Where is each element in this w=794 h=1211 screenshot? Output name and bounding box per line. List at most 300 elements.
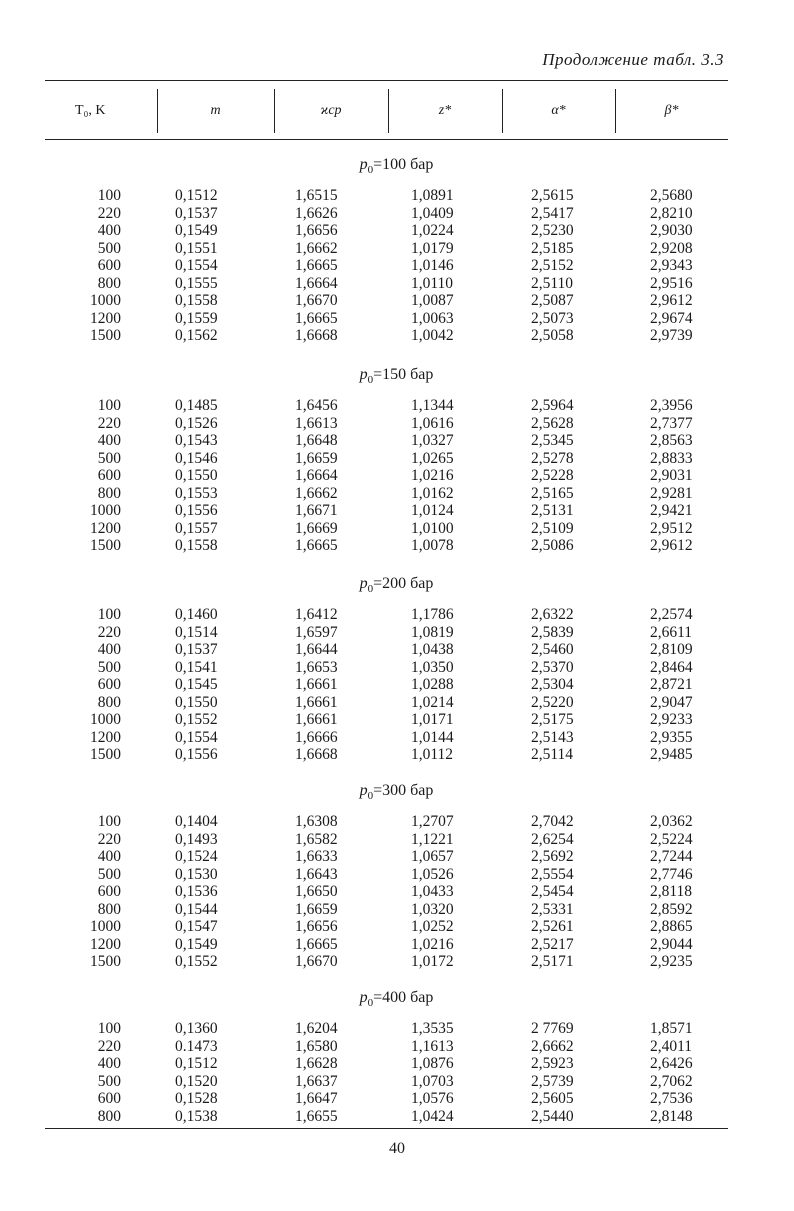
- table-cell: 2,5086: [531, 537, 574, 554]
- table-cell: 800: [97, 274, 121, 292]
- table-cell: 1,0171: [411, 711, 454, 728]
- table-cell: 1,0424: [411, 1107, 454, 1125]
- table-cell: 1,6637: [295, 1072, 338, 1090]
- table-cell: 1,0657: [411, 848, 454, 865]
- table-cell: 0,1544: [175, 900, 218, 918]
- section-rows: [45, 397, 728, 555]
- table-cell: 2,9355: [650, 728, 693, 746]
- table-cell: 2,5114: [531, 746, 574, 763]
- table-cell: 2,5058: [531, 327, 574, 344]
- table-cell: 0,1536: [175, 883, 218, 900]
- table-cell: 1,0320: [411, 900, 454, 918]
- table-row: [45, 848, 728, 866]
- table-row: [45, 450, 728, 468]
- table-row: [45, 883, 728, 901]
- table-cell: 0,1552: [175, 711, 218, 728]
- table-cell: 2,5131: [531, 502, 574, 519]
- table-cell: 1,6644: [295, 641, 338, 658]
- table-cell: 0,1493: [175, 830, 218, 848]
- section-rows: [45, 813, 728, 971]
- table-row: [45, 694, 728, 712]
- table-cell: 2,7536: [650, 1090, 693, 1107]
- table-cell: 400: [97, 222, 121, 239]
- table-cell: 2,2574: [650, 606, 693, 623]
- table-row: [45, 953, 728, 971]
- table-cell: 0,1550: [175, 693, 218, 711]
- table-cell: 1200: [90, 519, 121, 537]
- table-cell: 1,6661: [295, 711, 338, 728]
- table-cell: 1,6582: [295, 830, 338, 848]
- table-cell: 2,6662: [531, 1037, 574, 1055]
- table-cell: 0,1541: [175, 658, 218, 676]
- table-cell: 1,6661: [295, 676, 338, 693]
- table-cell: 220: [97, 204, 121, 222]
- table-cell: 0,1537: [175, 204, 218, 222]
- table-cell: 0,1549: [175, 935, 218, 953]
- table-cell: 0,1360: [175, 1020, 218, 1037]
- table-cell: 2,5087: [531, 292, 574, 309]
- table-cell: 0,1530: [175, 865, 218, 883]
- section-title-value: =200 бар: [373, 575, 434, 592]
- section-title-value: =400 бар: [373, 989, 434, 1006]
- table-cell: 0,1512: [175, 1055, 218, 1072]
- table-row: [45, 901, 728, 919]
- table-cell: 500: [97, 865, 121, 883]
- table-cell: 2,5261: [531, 918, 574, 935]
- table-cell: 400: [97, 432, 121, 449]
- table-cell: 1,0162: [411, 484, 454, 502]
- table-cell: 1,0214: [411, 693, 454, 711]
- table-cell: 1,6662: [295, 239, 338, 257]
- table-cell: 2,5605: [531, 1090, 574, 1107]
- table-cell: 2,8833: [650, 449, 693, 467]
- table-cell: 2,5554: [531, 865, 574, 883]
- table-cell: 1,3535: [411, 1020, 454, 1037]
- table-cell: 500: [97, 1072, 121, 1090]
- section-title-subscript: 0: [367, 583, 374, 596]
- table-cell: 2,9044: [650, 935, 693, 953]
- table-cell: 800: [97, 1107, 121, 1125]
- table-cell: 0,1528: [175, 1090, 218, 1107]
- table-cell: 2,5739: [531, 1072, 574, 1090]
- table-cell: 1,0224: [411, 222, 454, 239]
- table-cell: 2,9612: [650, 537, 693, 554]
- table-cell: 2,8563: [650, 432, 693, 449]
- table-cell: 0,1545: [175, 676, 218, 693]
- section-title-subscript: 0: [367, 374, 374, 387]
- table-cell: 1,6662: [295, 484, 338, 502]
- table-cell: 2,8592: [650, 900, 693, 918]
- table-cell: 2,7244: [650, 848, 693, 865]
- table-cell: 2,5171: [531, 953, 574, 970]
- table-cell: 1,0409: [411, 204, 454, 222]
- header-z: z*: [438, 103, 452, 118]
- table-cell: 1,0087: [411, 292, 454, 309]
- table-cell: 2,6611: [650, 623, 693, 641]
- table-cell: 1,6656: [295, 222, 338, 239]
- table-cell: 1,6597: [295, 623, 338, 641]
- table-row: [45, 746, 728, 764]
- table-cell: 2,6254: [531, 830, 574, 848]
- table-cell: 2,5175: [531, 711, 574, 728]
- table-cell: 1,0172: [411, 953, 454, 970]
- table-cell: 1,6666: [295, 728, 338, 746]
- table-cell: 1,0819: [411, 623, 454, 641]
- table-cell: 1,0146: [411, 257, 454, 274]
- table-cell: 0,1556: [175, 746, 218, 763]
- table-cell: 2,9343: [650, 257, 693, 274]
- table-cell: 2,5370: [531, 658, 574, 676]
- table-cell: 2,5345: [531, 432, 574, 449]
- table-cell: 2,9235: [650, 953, 693, 970]
- table-cell: 0,1520: [175, 1072, 218, 1090]
- section-rows: [45, 606, 728, 764]
- table-cell: 2,5278: [531, 449, 574, 467]
- table-cell: 2,5217: [531, 935, 574, 953]
- table-cell: 1,6665: [295, 309, 338, 327]
- section-title: [45, 150, 728, 180]
- table-cell: 2,6322: [531, 606, 574, 623]
- table-cell: 600: [97, 257, 121, 274]
- table-cell: 2,9047: [650, 693, 693, 711]
- table-cell: 400: [97, 1055, 121, 1072]
- section-title-variable: p: [359, 366, 368, 383]
- table-row: [45, 729, 728, 747]
- bottom-rule: [45, 1128, 728, 1129]
- table-row: [45, 537, 728, 555]
- table-cell: 2,5073: [531, 309, 574, 327]
- table-cell: 1,0110: [411, 274, 454, 292]
- table-cell: 1500: [90, 327, 121, 344]
- table-cell: 2,9612: [650, 292, 693, 309]
- table-cell: 0,1554: [175, 728, 218, 746]
- table-cell: 2,5628: [531, 414, 574, 432]
- table-cell: 1,0144: [411, 728, 454, 746]
- table-cell: 1,1786: [411, 606, 454, 623]
- header-alpha: α*: [551, 103, 566, 118]
- table-cell: 0,1553: [175, 484, 218, 502]
- table-cell: 600: [97, 1090, 121, 1107]
- table-row: [45, 415, 728, 433]
- table-cell: 1,6669: [295, 519, 338, 537]
- table-cell: 2,5615: [531, 187, 574, 204]
- table-cell: 1,6656: [295, 918, 338, 935]
- table-cell: 2,9031: [650, 467, 693, 484]
- table-cell: 0,1557: [175, 519, 218, 537]
- table-cell: 1,0438: [411, 641, 454, 658]
- table-row: [45, 520, 728, 538]
- table-cell: 1,0526: [411, 865, 454, 883]
- table-row: [45, 327, 728, 345]
- table-row: [45, 866, 728, 884]
- table-cell: 1,6613: [295, 414, 338, 432]
- table-cell: 600: [97, 676, 121, 693]
- table-cell: 1,8571: [650, 1020, 693, 1037]
- table-cell: 2,5417: [531, 204, 574, 222]
- table-cell: 0,1546: [175, 449, 218, 467]
- table-cell: 1,6628: [295, 1055, 338, 1072]
- table-cell: 1,6580: [295, 1037, 338, 1055]
- table-cell: 1,0265: [411, 449, 454, 467]
- table-cell: 100: [97, 397, 121, 414]
- table-cell: 2,5692: [531, 848, 574, 865]
- table-cell: 1,6659: [295, 449, 338, 467]
- table-cell: 2,5454: [531, 883, 574, 900]
- table-cell: 1,6671: [295, 502, 338, 519]
- section-title-value: =150 бар: [373, 366, 434, 383]
- table-row: [45, 502, 728, 520]
- table-cell: 1,6412: [295, 606, 338, 623]
- table-row: [45, 1038, 728, 1056]
- table-cell: 400: [97, 641, 121, 658]
- table-cell: 2,8118: [650, 883, 693, 900]
- table-row: [45, 222, 728, 240]
- table-cell: 1,6650: [295, 883, 338, 900]
- table-cell: 2,8464: [650, 658, 693, 676]
- table-cell: 2,8109: [650, 641, 693, 658]
- table-cell: 2,5304: [531, 676, 574, 693]
- table-cell: 1,6643: [295, 865, 338, 883]
- table-cell: 2,7062: [650, 1072, 693, 1090]
- table-row: [45, 432, 728, 450]
- section-rows: [45, 187, 728, 345]
- table-cell: 2,4011: [650, 1037, 693, 1055]
- table-row: [45, 467, 728, 485]
- table-cell: 2,5964: [531, 397, 574, 414]
- section-title-variable: p: [359, 575, 368, 592]
- table-cell: 100: [97, 813, 121, 830]
- table-cell: 2,5143: [531, 728, 574, 746]
- table-cell: 800: [97, 484, 121, 502]
- table-cell: 2,9674: [650, 309, 693, 327]
- table-cell: 2,5224: [650, 830, 693, 848]
- table-cell: 2,9233: [650, 711, 693, 728]
- table-cell: 2,5220: [531, 693, 574, 711]
- table-cell: 1,0112: [411, 746, 454, 763]
- table-cell: 1,6670: [295, 953, 338, 970]
- table-cell: 2,5185: [531, 239, 574, 257]
- table-cell: 1,6664: [295, 274, 338, 292]
- table-cell: 500: [97, 449, 121, 467]
- table-row: [45, 676, 728, 694]
- table-cell: 1,6308: [295, 813, 338, 830]
- table-cell: 2,7042: [531, 813, 574, 830]
- table-row: [45, 813, 728, 831]
- table-cell: 2,3956: [650, 397, 693, 414]
- table-section: [45, 983, 728, 1125]
- table-cell: 1,0042: [411, 327, 454, 344]
- table-cell: 220: [97, 830, 121, 848]
- table-cell: 1,0616: [411, 414, 454, 432]
- table-cell: 1,6661: [295, 693, 338, 711]
- table-cell: 1,6665: [295, 257, 338, 274]
- table-cell: 1500: [90, 746, 121, 763]
- table-cell: 0,1562: [175, 327, 218, 344]
- table-cell: 2,6426: [650, 1055, 693, 1072]
- table-cell: 1200: [90, 309, 121, 327]
- table-cell: 2,8865: [650, 918, 693, 935]
- table-cell: 2,5923: [531, 1055, 574, 1072]
- table-row: [45, 1090, 728, 1108]
- header-bottom-rule: [45, 139, 728, 140]
- table-cell: 0,1549: [175, 222, 218, 239]
- table-cell: 2,9512: [650, 519, 693, 537]
- table-cell: 0,1550: [175, 467, 218, 484]
- table-cell: 500: [97, 658, 121, 676]
- table-row: [45, 1108, 728, 1126]
- table-cell: 0,1537: [175, 641, 218, 658]
- table-row: [45, 624, 728, 642]
- table-cell: 0,1558: [175, 292, 218, 309]
- table-cell: 1,0703: [411, 1072, 454, 1090]
- table-cell: 2,5839: [531, 623, 574, 641]
- table-row: [45, 1055, 728, 1073]
- table-row: [45, 641, 728, 659]
- section-title-value: =300 бар: [373, 782, 434, 799]
- table-continuation-caption: Продолжение табл. 3.3: [542, 50, 724, 69]
- table-cell: 0,1460: [175, 606, 218, 623]
- table-cell: 1000: [90, 292, 121, 309]
- table-row: [45, 240, 728, 258]
- table-cell: 100: [97, 1020, 121, 1037]
- table-cell: 600: [97, 467, 121, 484]
- table-cell: 1,0576: [411, 1090, 454, 1107]
- table-cell: 2,9485: [650, 746, 693, 763]
- table-cell: 1,6668: [295, 327, 338, 344]
- table-cell: 1,6204: [295, 1020, 338, 1037]
- table-row: [45, 205, 728, 223]
- table-cell: 220: [97, 1037, 121, 1055]
- table-cell: 2,7377: [650, 414, 693, 432]
- table-row: [45, 310, 728, 328]
- table-cell: 1,0124: [411, 502, 454, 519]
- table-cell: 1,6659: [295, 900, 338, 918]
- table-row: [45, 659, 728, 677]
- section-title-subscript: 0: [367, 997, 374, 1010]
- table-cell: 1,0216: [411, 935, 454, 953]
- table-cell: 1,6653: [295, 658, 338, 676]
- table-cell: 1,6633: [295, 848, 338, 865]
- table-cell: 0,1547: [175, 918, 218, 935]
- header-kappa: ϰср: [320, 103, 342, 118]
- table-cell: 1,6647: [295, 1090, 338, 1107]
- table-cell: 2,8148: [650, 1107, 693, 1125]
- section-title: [45, 569, 728, 599]
- table-cell: 1,0433: [411, 883, 454, 900]
- table-cell: 2,0362: [650, 813, 693, 830]
- table-cell: 1,0252: [411, 918, 454, 935]
- table-row: [45, 918, 728, 936]
- table-cell: 600: [97, 883, 121, 900]
- table-cell: 0,1526: [175, 414, 218, 432]
- table-row: [45, 397, 728, 415]
- table-section: [45, 776, 728, 971]
- table-row: [45, 257, 728, 275]
- table-cell: 0,1543: [175, 432, 218, 449]
- table-cell: 1,6664: [295, 467, 338, 484]
- table-cell: 1,0063: [411, 309, 454, 327]
- table-section: [45, 150, 728, 345]
- table-cell: 0,1524: [175, 848, 218, 865]
- table-cell: 1,6515: [295, 187, 338, 204]
- header-m: m: [210, 103, 221, 118]
- table-cell: 1,0100: [411, 519, 454, 537]
- table-cell: 1000: [90, 711, 121, 728]
- table-cell: 2,9281: [650, 484, 693, 502]
- table-cell: 2,9208: [650, 239, 693, 257]
- table-cell: 800: [97, 693, 121, 711]
- section-title: [45, 776, 728, 806]
- table-row: [45, 606, 728, 624]
- table-cell: 1,0179: [411, 239, 454, 257]
- table-cell: 0,1556: [175, 502, 218, 519]
- table-section: [45, 360, 728, 555]
- table-cell: 1,0288: [411, 676, 454, 693]
- table-cell: 2,5165: [531, 484, 574, 502]
- table-row: [45, 831, 728, 849]
- table-cell: 400: [97, 848, 121, 865]
- table-row: [45, 936, 728, 954]
- table-cell: 2,5680: [650, 187, 693, 204]
- table-cell: 2,5109: [531, 519, 574, 537]
- table-cell: 0,1404: [175, 813, 218, 830]
- top-rule: [45, 80, 728, 81]
- section-rows: [45, 1020, 728, 1125]
- table-cell: 2,5230: [531, 222, 574, 239]
- page-number: 40: [389, 1140, 405, 1157]
- section-title: [45, 983, 728, 1013]
- table-row: [45, 1073, 728, 1091]
- table-cell: 0,1485: [175, 397, 218, 414]
- table-row: [45, 711, 728, 729]
- table-cell: 1200: [90, 728, 121, 746]
- table-cell: 0.1473: [175, 1037, 218, 1055]
- table-cell: 0,1538: [175, 1107, 218, 1125]
- table-cell: 2,8721: [650, 676, 693, 693]
- table-cell: 1,1344: [411, 397, 454, 414]
- table-row: [45, 292, 728, 310]
- table-cell: 1,6655: [295, 1107, 338, 1125]
- table-cell: 1500: [90, 953, 121, 970]
- table-cell: 500: [97, 239, 121, 257]
- section-title: [45, 360, 728, 390]
- table-section: [45, 569, 728, 764]
- table-cell: 2,5110: [531, 274, 574, 292]
- table-cell: 0,1554: [175, 257, 218, 274]
- table-cell: 2,9516: [650, 274, 693, 292]
- table-header: [45, 85, 728, 137]
- section-title-subscript: 0: [367, 790, 374, 803]
- table-cell: 1,1613: [411, 1037, 454, 1055]
- table-cell: 220: [97, 623, 121, 641]
- table-cell: 1000: [90, 918, 121, 935]
- table-cell: 2,5152: [531, 257, 574, 274]
- table-cell: 100: [97, 187, 121, 204]
- table-cell: 1500: [90, 537, 121, 554]
- table-cell: 0,1514: [175, 623, 218, 641]
- table-cell: 1,0350: [411, 658, 454, 676]
- table-cell: 2,9030: [650, 222, 693, 239]
- section-title-value: =100 бар: [373, 156, 434, 173]
- table-cell: 2,7746: [650, 865, 693, 883]
- table-cell: 1,6456: [295, 397, 338, 414]
- table-cell: 1,6668: [295, 746, 338, 763]
- table-row: [45, 485, 728, 503]
- section-title-variable: p: [359, 782, 368, 799]
- table-cell: 2,9739: [650, 327, 693, 344]
- header-beta: β*: [664, 103, 679, 118]
- table-row: [45, 187, 728, 205]
